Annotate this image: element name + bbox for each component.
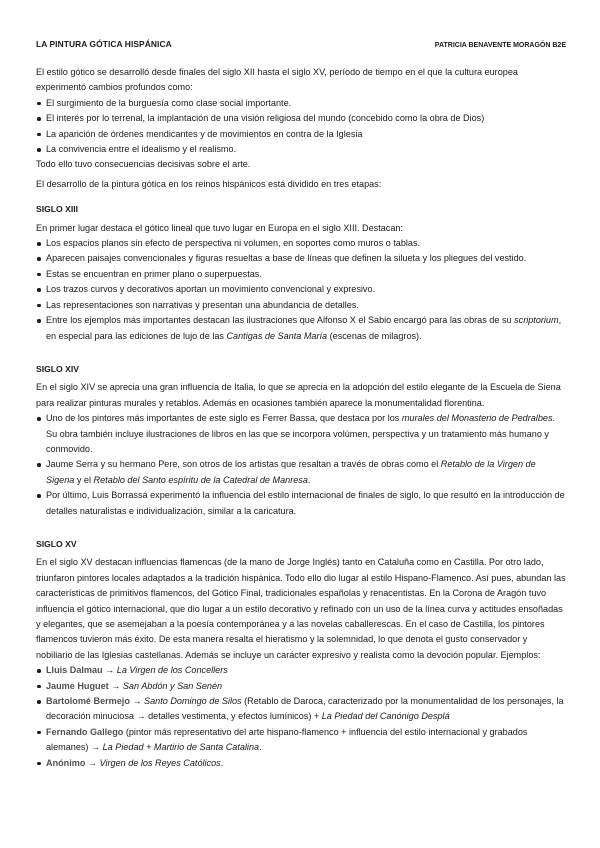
list-item: El surgimiento de la burguesía como clase social importante. <box>36 96 566 111</box>
text-run: Jaume Serra y su hermano Pere, son otros de los artistas que resaltan a través de obras como el <box>46 459 441 470</box>
text-run: . <box>220 757 224 768</box>
list-item: Los espacios planos sin efecto de perspectiva ni volumen, en soportes como muros o tablas. <box>36 236 566 251</box>
list-item: Las representaciones son narrativas y presentan una abundancia de detalles. <box>36 298 566 313</box>
italic-term: scriptorium <box>514 315 559 326</box>
list-item: Por último, Luis Borrassá experimentó la influencia del estilo internacional de finales de siglo, lo que resultó en la introducción de detalles naturalistas e individualización, similar a la caricatura. <box>36 488 566 519</box>
painter-name: Jaume Huguet <box>46 680 109 691</box>
text-run: Uno de los pintores más importantes de este siglo es Ferrer Bassa, que destaca por los <box>46 413 402 424</box>
arrow-icon: → <box>108 680 123 691</box>
author-name: PATRICIA BENAVENTE MORAGÓN B2E <box>434 42 566 49</box>
text-run: . <box>307 474 311 485</box>
page-header <box>36 39 566 49</box>
work-title: Retablo del Santo espíritu de la Catedral de Manresa <box>93 474 308 485</box>
siglo-xv-paragraph: En el siglo XV destacan influencias flamencas (de la mano de Jorge Inglés) tanto en Cataluña como en Castilla. Por otro lado, triunfaron pintores locales adaptados a la tradición hispánica. Todo ello dio lugar al estilo Hispano-Flamenco. Así pues, abundan las características de primitivos flamencos, del Gótico Final, tradicionales españolas y renacentistas. En la Corona de Aragón tuvo influencia el gótico internacional, que dio lugar a un estilo decorativo y refinado con un uso de la línea curva y actitudes ensoñadas y elegantes, que se asemejaban a la poesía contemporánea y a las novelas caballerescas. En el caso de Castilla, los pintores flamencos tuvieron más éxito. De esta manera resalta el hieratismo y la solemnidad, lo que denota el gusto conservador y nobiliario de las Iglesias castellanas. Además se incluye un carácter expresivo y realista como la devoción popular. Ejemplos: <box>36 557 566 660</box>
painter-name: Anónimo <box>46 757 86 768</box>
siglo-xv-examples <box>36 663 566 771</box>
list-item <box>36 411 566 457</box>
painter-name: Lluis Dalmau <box>46 665 103 676</box>
list-item: Los trazos curvos y decorativos aportan un movimiento convencional y expresivo. <box>36 282 566 297</box>
text-run: y el <box>74 474 94 485</box>
list-item: Aparecen paisajes convencionales y figuras resueltas a base de líneas que definen la silueta y los pliegues del vestido. <box>36 251 566 266</box>
list-item: La aparición de órdenes mendicantes y de movimientos en contra de la Iglesia <box>36 127 566 142</box>
work-title: Santo Domingo de Silos <box>144 696 242 707</box>
siglo-xiv-list <box>36 411 566 519</box>
document-title: LA PINTURA GÓTICA HISPÁNICA <box>36 39 172 49</box>
example-item <box>36 725 566 756</box>
text-run: . <box>259 742 262 753</box>
text-run: (Retablo de Daroca, caracterizado por la monumentalidad de los personajes, la decoración minuciosa → detalles vestimenta, y efectos lumínicos) + <box>46 696 564 722</box>
painter-name: Fernando Gallego <box>46 726 124 737</box>
work-title: La Virgen de los Concellers <box>116 665 228 676</box>
work-title: Retablo de la Virgen de Sigena <box>46 459 536 485</box>
example-item <box>36 756 566 771</box>
intro-conclusion: Todo ello tuvo consecuencias decisivas sobre el arte. <box>36 159 251 170</box>
list-item: Estas se encuentran en primer plano o superpuestas. <box>36 267 566 282</box>
arrow-icon: → <box>129 696 145 707</box>
siglo-xiii-list <box>36 236 566 344</box>
text-run: . Su obra también incluye ilustraciones de libros en las que se incorpora volúmen, perspectiva y un tratamiento más humano y conmovido. <box>46 413 556 454</box>
example-item <box>36 663 566 678</box>
siglo-xiii-paragraph: En primer lugar destaca el gótico lineal que tuvo lugar en Europa en el siglo XIII. Destacan: <box>36 222 403 233</box>
arrow-icon: → <box>102 665 117 676</box>
work-title: San Abdón y San Senén <box>122 680 223 691</box>
intro-stages: El desarrollo de la pintura gótica en los reinos hispánicos está dividido en tres etapas: <box>36 178 382 189</box>
work-title: Virgen de los Reyes Católicos <box>99 757 221 768</box>
list-item: El interés por lo terrenal, la implantación de una visión religiosa del mundo (concebido como la obra de Dios) <box>36 111 566 126</box>
heading-siglo-xiii: SIGLO XIII <box>36 204 79 215</box>
document-body <box>36 65 566 771</box>
work-title: Cantigas de Santa María <box>226 330 328 341</box>
arrow-icon: → <box>85 757 100 768</box>
text-run: (escenas de milagros). <box>327 330 422 341</box>
intro-paragraph: El estilo gótico se desarrolló desde finales del siglo XII hasta el siglo XV, período de tiempo en el que la cultura europea experimentó cambios profundos como: <box>36 67 518 93</box>
example-item <box>36 679 566 694</box>
text-run: (pintor más representativo del arte hispano-flamenco + influencia del estilo internacional y grabados alemanes) → <box>46 726 528 753</box>
heading-siglo-xv: SIGLO XV <box>36 538 77 549</box>
work-title: La Piedad del Canónigo Desplá <box>321 711 450 722</box>
text-run: Entre los ejemplos más importantes destacan las ilustraciones que Alfonso X el Sabio encargó para las obras de su <box>46 315 515 326</box>
list-item <box>36 457 566 488</box>
list-item <box>36 313 566 344</box>
work-title: La Piedad + Martirio de Santa Catalina <box>102 742 260 753</box>
siglo-xiv-paragraph: En el siglo XIV se aprecia una gran influencia de Italia, lo que se aprecia en la adopción del estilo elegante de la Escuela de Siena para realizar pinturas murales y retablos. Además en ocasiones también aparece la monumentalidad florentina. <box>36 382 561 408</box>
heading-siglo-xiv: SIGLO XIV <box>36 363 79 374</box>
intro-list <box>36 96 566 158</box>
painter-name: Bartolomé Bermejo <box>46 696 130 707</box>
example-item <box>36 694 566 725</box>
list-item: La convivencia entre el idealismo y el realismo. <box>36 142 566 157</box>
work-title: murales del Monasterio de Pedralbes <box>401 413 553 424</box>
text-run: , en especial para las ediciones de lujo de las <box>46 315 562 341</box>
